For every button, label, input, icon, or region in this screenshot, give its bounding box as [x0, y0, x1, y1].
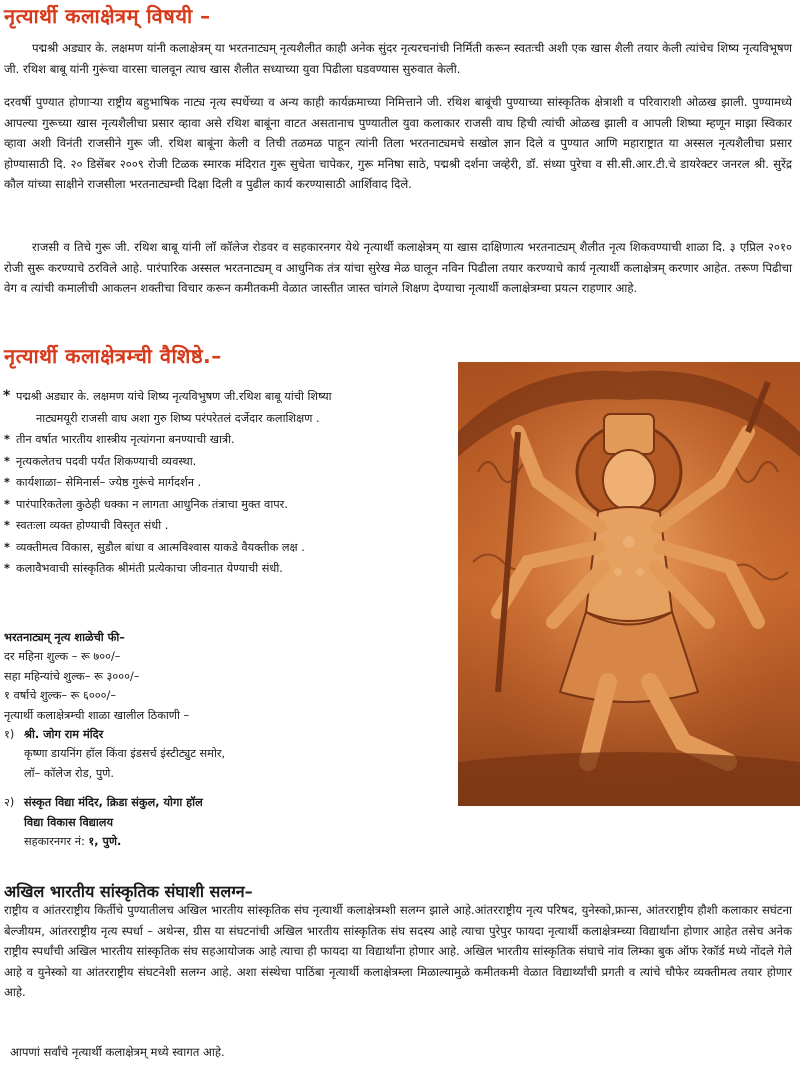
location-name: संस्कृत विद्या मंदिर, क्रिडा संकुल, योगा हॉल	[24, 796, 203, 810]
star-bullet-icon: *	[4, 519, 10, 532]
location-number: २)	[4, 796, 15, 810]
fees-and-locations	[4, 628, 444, 851]
feature-text: पारंपारिकतेला कुठेही धक्का न लागता आधुनिक तंत्राचा मुक्त वापर.	[16, 497, 288, 511]
list-item	[4, 515, 444, 537]
star-bullet-icon: *	[4, 454, 10, 468]
location-number: १)	[4, 728, 15, 742]
list-item	[4, 494, 444, 516]
star-bullet-icon: *	[4, 433, 10, 446]
list-item	[4, 429, 444, 451]
locations-intro: नृत्यार्थी कलाक्षेत्रम्ची शाळा खालील ठिकाणी –	[4, 708, 190, 722]
section-title-features: नृत्यार्थी कलाक्षेत्रम्ची वैशिष्ठे.–	[4, 344, 222, 368]
history-paragraph: दरवर्षी पुण्यात होणाऱ्या राष्ट्रीय बहुभाषिक नाट्य नृत्य स्पर्धेच्या व अन्य काही कार्यक्रमाच्या निमित्ताने जी. रथिश बाबूंची पुण्याच्या सांस्कृतिक क्षेत्राशी व परिवाराशी ओळख झाली. पुण्यामध्ये आपल्या गुरूच्या खास नृत्यशैलीचा प्रसार व्हावा असे रथिश बाबूंना वाटत असतानाच पुण्यातील युवा कलाकार राजसी वाघ हिची त्यांची ओळख झाली व आपली शिष्या म्हणून माझा स्विकार व्हावा अशी विनंती राजसीने गुरू जी. रथिश बाबूंना केली व तिची तळमळ पाहून त्यांनी तिला भरतनाट्यमचे सखोल ज्ञान दिले व पुण्यात आणि महाराष्ट्रात या अस्सल नृत्यशैलीचा प्रसार होण्यासाठी दि. २० डिसेंबर २००९ रोजी टिळक स्मारक मंदिरात गुरू सुचेता चापेकर, गुरू मनिषा साठे, पद्मश्री दर्शना जव्हेरी, डॉ. संध्या पुरेचा व सी.सी.आर.टी.चे डायरेक्टर जनरल श्री. सुरेंद्र कौल यांच्या साक्षीने राजसीला भरतनाट्यम्ची दिक्षा दिली व पुढील कार्य करण्यासाठी आर्शिवाद दिले.	[4, 95, 792, 192]
address-city: १, पुणे.	[88, 835, 122, 849]
list-item	[4, 472, 444, 494]
location-2	[4, 793, 444, 812]
feature-text: स्वतःला व्यक्त होण्याची विस्तृत संधी .	[16, 519, 169, 532]
fee-monthly: दर महिना शुल्क – रू ७००/–	[4, 650, 121, 664]
star-bullet-icon: *	[4, 476, 10, 489]
location-address: लॉ– कॉलेज रोड, पुणे.	[24, 766, 115, 780]
location-address: कृष्णा डायनिंग हॉल किंवा इंडसर्च इंस्टीट्युट समोर,	[24, 747, 226, 761]
fee-six-month: सहा महिन्यांचे शुल्क– रू ३०००/–	[4, 669, 140, 683]
fees-title: भरतनाट्यम् नृत्य शाळेची फी–	[4, 631, 125, 644]
location-name-2: विद्या विकास विद्यालय	[24, 815, 114, 829]
intro-paragraph: पद्मश्री अड्यार के. लक्षमण यांनी कलाक्षेत्रम् या भरतनाट्यम् नृत्यशैलीत काही अनेक सुंदर नृत्यरचनांची निर्मिती करून स्वतःची अशी एक खास शैली तयार केली त्यांचेच शिष्य नृत्यविभूषण जी. रथिश बाबू यांनी गुरूंचा वारसा चालवून त्याच खास शैलीत सध्याच्या युवा पिढीला घडवण्यास सुरुवात केली.	[4, 41, 792, 76]
feature-text: व्यक्तीमत्व विकास, सुडौल बांधा व आत्मविश्वास याकडे वैयक्तीक लक्ष .	[16, 540, 305, 554]
welcome-text: आपणां सर्वांचे नृत्यार्थी कलाक्षेत्रम् मध्ये स्वागत आहे.	[10, 1045, 225, 1059]
feature-text-cont: नाट्यमयूरी राजसी वाघ अशा गुरु शिष्य परंपरेतलं दर्जेदार कलाशिक्षण .	[36, 411, 320, 425]
list-item	[4, 451, 444, 473]
star-bullet-icon: *	[3, 388, 11, 404]
sculpture-crown	[604, 414, 654, 454]
feature-text: पद्मश्री अड्यार के. लक्षमण यांचे शिष्य नृत्यविभुषण जी.रथिश बाबू यांची शिष्या	[16, 390, 332, 403]
location-address	[4, 832, 444, 851]
feature-text: कार्यशाळा– सेमिनार्स– ज्येष्ठ गुरूंचे मार्गदर्शन .	[16, 476, 202, 489]
list-item	[4, 386, 444, 429]
section-title-about: नृत्यार्थी कलाक्षेत्रम् विषयी –	[4, 4, 211, 28]
dancing-deity-sculpture-icon	[458, 362, 800, 806]
section-title-affiliation: अखिल भारतीय सांस्कृतिक संघाशी सलग्न–	[4, 882, 253, 901]
star-bullet-icon: *	[4, 562, 10, 575]
list-item	[4, 558, 444, 580]
location-1	[4, 725, 444, 744]
sculpture-base	[458, 752, 800, 806]
feature-text: कलावैभवाची सांस्कृतिक श्रीमंती प्रत्येकाचा जीवनात येण्याची संधी.	[16, 562, 283, 575]
sculpture-head	[603, 450, 655, 510]
star-bullet-icon: *	[4, 540, 10, 554]
sculpture-skirt	[560, 612, 698, 702]
location-name: श्री. जोग राम मंदिर	[24, 728, 104, 742]
school-paragraph: राजसी व तिचे गुरू जी. रथिश बाबू यांनी लॉ कॉलेज रोडवर व सहकारनगर येथे नृत्यार्थी कलाक्षेत्रम् या खास दाक्षिणात्य भरतनाट्यम् शैलीत नृत्य शिकवण्याची शाळा दि. ३ एप्रिल २०१० रोजी सुरू करण्याचे ठरविले आहे. पारंपारिक अस्सल भरतनाट्यम् व आधुनिक तंत्र यांचा सुरेख मेळ घालून नविन पिढीला तयार करण्याचे कार्य नृत्यार्थी कलाक्षेत्रम् करणार आहेत. तरूण पिढीचा वेग व त्यांची कमालीची आकलन शक्तीचा विचार करून कमीतकमी वेळात जास्तीत जास्त चांगले शिक्षण देण्याचा नृत्यार्थी कलाक्षेत्रम्चा प्रयत्न राहणार आहे.	[4, 240, 792, 296]
features-list	[4, 386, 444, 580]
list-item	[4, 537, 444, 559]
feature-text: तीन वर्षात भारतीय शास्त्रीय नृत्यांगना बनण्याची खात्री.	[16, 433, 235, 446]
affiliation-paragraph: राष्ट्रीय व आंतरराष्ट्रीय किर्तीचे पुण्यातीलच अखिल भारतीय सांस्कृतिक संघ नृत्यार्थी कलाक्षेत्रम्शी सलग्न झाले आहे.आंतरराष्ट्रीय नृत्य परिषद, युनेस्को,फ्रान्स, आंतरराष्ट्रीय हौशी कलाकार सघंटना बेल्जीयम, आंतरराष्ट्रीय नृत्य स्पर्धा – अथेन्स, ग्रीस या संघटनांची अखिल भारतीय सांस्कृतिक संघ सदस्य आहे त्याचा पुरेपुर फायदा नृत्यार्थी कलाक्षेत्रम्च्या विद्यार्थांना होणार आहेत तसेच अनेक राष्ट्रीय स्पर्धांची अखिल भारतीय सांस्कृतिक संघ सहआयोजक आहे त्याचा ही फायदा या विद्यार्थांना होणार आहे. अखिल भारतीय सांस्कृतिक संघाचे नांव लिम्का बुक ऑफ रेकॉर्ड मध्ये नोंदले गेले आहे व युनेस्को या आंतरराष्ट्रीय संघटनेशी सलग्न आहे. अशा संस्थेचा पाठिंबा नृत्यार्थी कलाक्षेत्रम्ला मिळाल्यामुळे कमीतकमी वेळात विद्यार्थ्यांची प्रगती व त्यांचे चौफेर व्यक्तीमत्व तयार होणार आहे.	[4, 903, 792, 1000]
feature-text: नृत्यकलेतच पदवी पर्यंत शिकण्याची व्यवस्था.	[16, 454, 197, 468]
star-bullet-icon: *	[4, 497, 10, 511]
address-prefix: सहकारनगर नं:	[24, 835, 85, 849]
fee-yearly: १ वर्षाचे शुल्क– रू ६०००/–	[4, 689, 116, 703]
